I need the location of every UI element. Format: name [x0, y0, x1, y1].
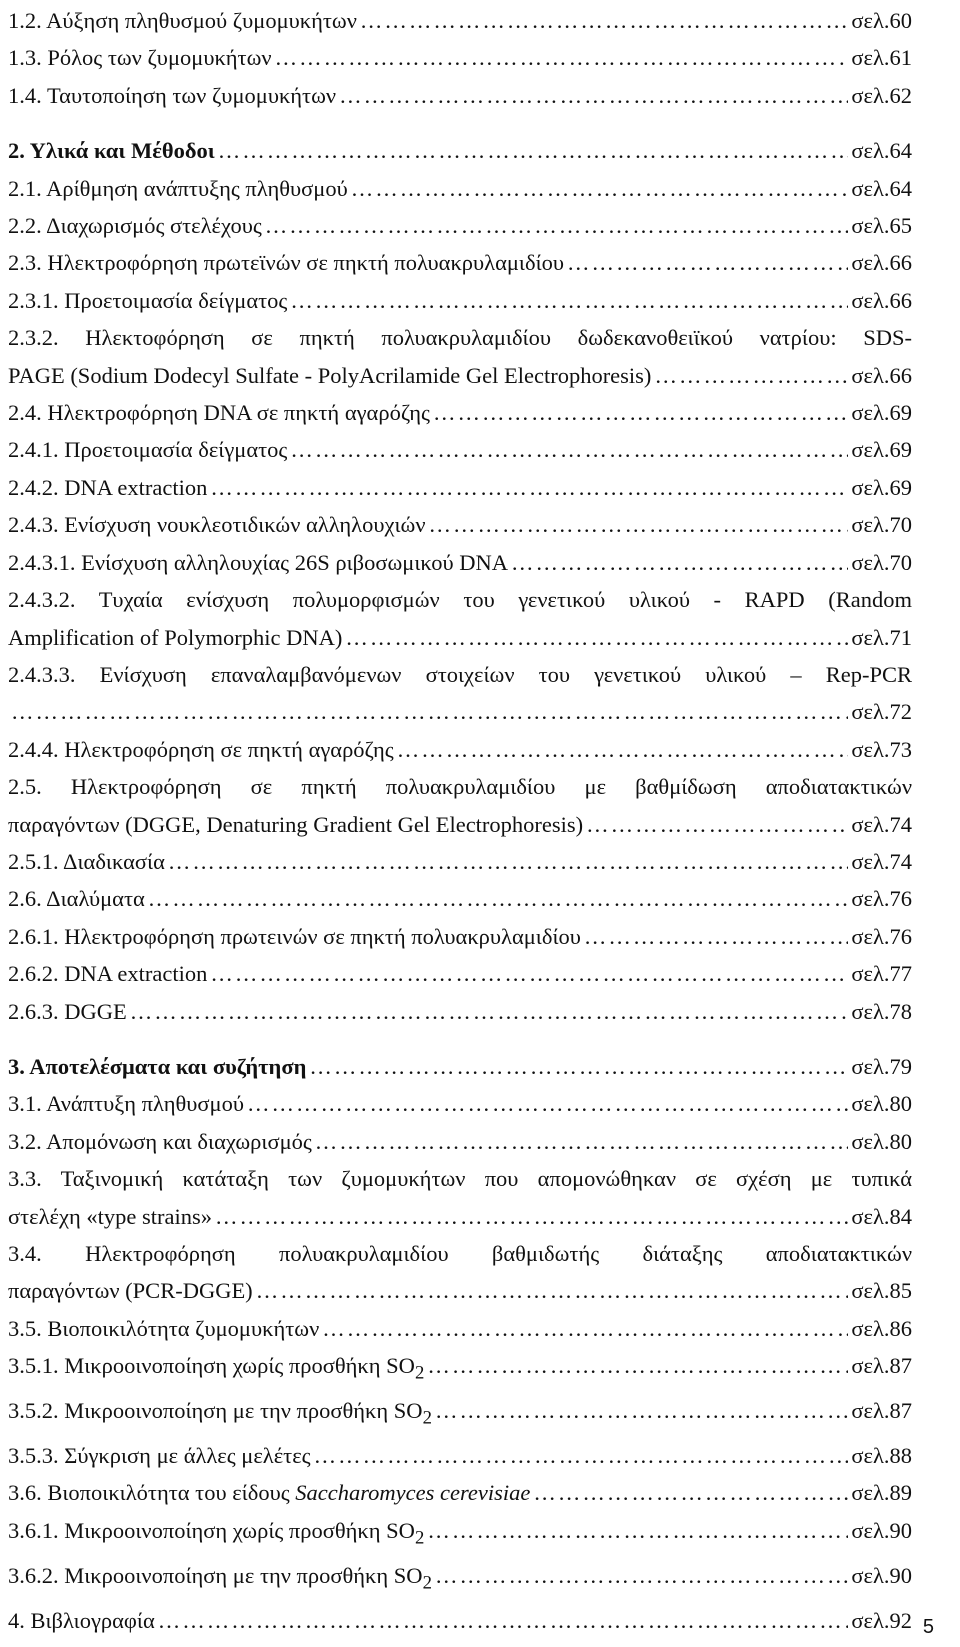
toc-entry-title-line2: PAGE (Sodium Dodecyl Sulfate - PolyAcrilamide Gel Electrophoresis)	[8, 362, 652, 388]
toc-section-3	[8, 1048, 912, 1085]
toc-entry-page: σελ.69	[851, 400, 912, 426]
toc-entry-page: σελ.90	[851, 1517, 912, 1543]
dot-leader	[148, 880, 849, 917]
toc-entry-title: 2.1. Αρίθμηση ανάπτυξης πληθυσμού	[8, 175, 348, 201]
toc-entry-page: σελ.69	[851, 437, 912, 463]
dot-leader	[210, 469, 848, 506]
toc-entry-2-6	[8, 880, 912, 917]
toc-entry-page: σελ.84	[851, 1203, 912, 1229]
toc-entry-page: σελ.87	[851, 1353, 912, 1379]
dot-leader	[435, 1392, 848, 1429]
page-number: 5	[922, 1616, 934, 1638]
toc-entry-title: 3.6.2. Μικροοινοποίηση με την προσθήκη $SO_2$	[8, 1562, 432, 1594]
dot-leader	[218, 132, 849, 169]
toc-entry-page: σελ.80	[851, 1128, 912, 1154]
toc-entry-2-1	[8, 170, 912, 207]
toc-entry-title: 2. Υλικά και Μέθοδοι	[8, 138, 215, 164]
toc-entry-title: 2.3. Ηλεκτροφόρηση πρωτεϊνών σε πηκτή πολυακρυλαμιδίου	[8, 250, 565, 276]
toc-entry-page: σελ.90	[851, 1562, 912, 1588]
toc-entry-2-4-3-1	[8, 544, 912, 581]
toc-entry-page: σελ.71	[851, 624, 912, 650]
dot-leader	[339, 77, 848, 114]
toc-entry-page: σελ.89	[851, 1480, 912, 1506]
toc-entry-page: σελ.66	[851, 250, 912, 276]
toc-entry-title: 2.2. Διαχωρισμός στελέχους	[8, 213, 262, 239]
toc-entry-1-4	[8, 77, 912, 114]
toc-entry-3-5-1	[8, 1347, 912, 1392]
toc-entry-2-3	[8, 244, 912, 281]
dot-leader	[654, 357, 848, 394]
toc-entry-page: σελ.73	[851, 736, 912, 762]
toc-entry-title-line2: Amplification of Polymorphic DNA)	[8, 624, 343, 650]
toc-entry-title: 3.2. Απομόνωση και διαχωρισμός	[8, 1128, 312, 1154]
toc-entry-title-line2: στελέχη «type strains»	[8, 1203, 212, 1229]
dot-leader	[215, 1198, 848, 1235]
toc-entry-page: σελ.76	[851, 923, 912, 949]
toc-entry-title-line1: 2.4.3.2. Τυχαία ενίσχυση πολυμορφισμών του γενετικού υλικού - RAPD (Random	[8, 587, 912, 613]
toc-entry-title-line1: 3.3. Ταξινομική κατάταξη των ζυμομυκήτων που απομονώθηκαν σε σχέση με τυπικά	[8, 1166, 912, 1192]
toc-entry-2-6-1	[8, 918, 912, 955]
toc-entry-title-line1: 2.5. Ηλεκτροφόρηση σε πηκτή πολυακρυλαμιδίου με βαθμίδωση αποδιατακτικών	[8, 774, 912, 800]
toc-entry-page: σελ.92	[851, 1607, 912, 1633]
toc-entry-title: 3. Αποτελέσματα και συζήτηση	[8, 1053, 307, 1079]
toc-entry-page: σελ.88	[851, 1443, 912, 1469]
dot-leader	[567, 244, 848, 281]
dot-leader	[168, 843, 849, 880]
toc-entry-3-3	[8, 1160, 912, 1235]
toc-entry-title: 1.2. Αύξηση πληθυσμού ζυμομυκήτων	[8, 8, 357, 33]
toc-entry-title: 2.4.3. Ενίσχυση νουκλεοτιδικών αλληλουχιών	[8, 512, 426, 538]
toc-entry-title: 2.4.2. DNA extraction	[8, 474, 208, 500]
toc-entry-2-6-3	[8, 993, 912, 1030]
toc-entry-page: σελ.66	[851, 287, 912, 313]
toc-entry-title: 2.4.4. Ηλεκτροφόρηση σε πηκτή αγαρόζης	[8, 736, 394, 762]
toc-entry-title-line1: 2.3.2. Ηλεκτοφόρηση σε πηκτή πολυακρυλαμιδίου δωδεκανοθειϊκού νατρίου: SDS-	[8, 325, 912, 351]
toc-entry-title: 3.5.1. Μικροοινοποίηση χωρίς προσθήκη $SO_2$	[8, 1353, 425, 1384]
toc-entry-title-line1: 3.4. Ηλεκτροφόρηση πολυακρυλαμιδίου βαθμιδωτής διάταξης αποδιατακτικών	[8, 1241, 912, 1266]
dot-leader	[158, 1602, 849, 1639]
dot-leader	[435, 1557, 848, 1594]
toc-entry-title: 3.5.3. Σύγκριση με άλλες μελέτες	[8, 1443, 311, 1469]
toc-entry-3-5	[8, 1310, 912, 1347]
toc-entry-2-4-2	[8, 469, 912, 506]
toc-entry-3-1	[8, 1085, 912, 1122]
dot-leader	[433, 394, 848, 431]
toc-entry-page: σελ.80	[851, 1091, 912, 1117]
dot-leader	[290, 431, 848, 468]
toc-entry-page: σελ.66	[851, 362, 912, 388]
toc-entry-page: σελ.77	[851, 961, 912, 987]
toc-entry-title: 2.5.1. Διαδικασία	[8, 848, 165, 874]
dot-leader	[11, 693, 848, 730]
toc-entry-title: 2.4. Ηλεκτροφόρηση DNA σε πηκτή αγαρόζης	[8, 400, 430, 426]
dot-leader	[586, 806, 848, 843]
toc-entry-2-4-3-3	[8, 656, 912, 731]
toc-entry-2-4	[8, 394, 912, 431]
dot-leader	[429, 506, 849, 543]
toc-entry-title: 3.5. Βιοποικιλότητα ζυμομυκήτων	[8, 1315, 320, 1341]
dot-leader	[315, 1123, 849, 1160]
toc-entry-page: σελ.76	[851, 886, 912, 912]
toc-entry-page: σελ.72	[851, 699, 912, 725]
dot-leader	[351, 170, 849, 207]
dot-leader	[314, 1437, 849, 1474]
toc-entry-title: 3.6.1. Μικροοινοποίηση χωρίς προσθήκη $SO_2$	[8, 1517, 425, 1549]
toc-entry-3-2	[8, 1123, 912, 1160]
toc-entry-3-6-2	[8, 1557, 912, 1602]
toc-entry-4	[8, 1602, 912, 1639]
toc-entry-title: 2.6.1. Ηλεκτροφόρηση πρωτεινών σε πηκτή πολυακρυλαμιδίου	[8, 923, 581, 949]
toc-entry-3-5-3	[8, 1437, 912, 1474]
toc-entry-title: 4. Βιβλιογραφία	[8, 1607, 155, 1633]
toc-entry-2-4-1	[8, 431, 912, 468]
toc-entry-page: σελ.61	[851, 45, 912, 71]
toc-entry-page: σελ.86	[851, 1315, 912, 1341]
dot-leader	[275, 39, 849, 76]
toc-entry-page: σελ.85	[851, 1278, 912, 1304]
toc-entry-3-6-1	[8, 1512, 912, 1557]
toc-entry-title: 3.1. Ανάπτυξη πληθυσμού	[8, 1091, 244, 1117]
toc-entry-2-4-4	[8, 731, 912, 768]
toc-entry-title: 1.4. Ταυτοποίηση των ζυμομυκήτων	[8, 82, 337, 108]
dot-leader	[533, 1474, 848, 1511]
toc-entry-title: 2.6.3. DGGE	[8, 998, 127, 1024]
dot-leader	[427, 1347, 848, 1384]
toc-entry-title: 2.4.1. Προετοιμασία δείγματος	[8, 437, 288, 463]
toc-entry-page: σελ.62	[851, 82, 912, 108]
toc-entry-2-6-2	[8, 955, 912, 992]
dot-leader	[427, 1512, 848, 1549]
toc-entry-title-line2: παραγόντων (PCR-DGGE)	[8, 1278, 253, 1304]
dot-leader	[256, 1272, 849, 1309]
toc-entry-2-5-1	[8, 843, 912, 880]
toc-entry-page: σελ.65	[851, 213, 912, 239]
toc-entry-2-4-3	[8, 506, 912, 543]
toc-entry-page: σελ.78	[851, 998, 912, 1024]
toc-entry-page: σελ.70	[851, 512, 912, 538]
dot-leader	[345, 619, 848, 656]
toc-entry-page: σελ.79	[851, 1053, 912, 1079]
toc-entry-page: σελ.60	[851, 8, 912, 33]
toc-entry-2-3-2	[8, 319, 912, 394]
toc-entry-2-5	[8, 768, 912, 843]
toc-entry-1-2	[8, 2, 912, 39]
toc-entry-title: 2.6.2. DNA extraction	[8, 961, 208, 987]
toc-entry-2-4-3-2	[8, 581, 912, 656]
dot-leader	[322, 1310, 848, 1347]
dot-leader	[511, 544, 848, 581]
toc-entry-page: σελ.70	[851, 549, 912, 575]
toc-entry-3-6	[8, 1474, 912, 1511]
toc-section-2	[8, 132, 912, 169]
dot-leader	[360, 2, 848, 39]
toc-entry-page: σελ.74	[851, 811, 912, 837]
toc-entry-title: 2.4.3.1. Ενίσχυση αλληλουχίας 26S ριβοσωμικού DNA	[8, 549, 508, 575]
toc-entry-2-2	[8, 207, 912, 244]
toc-entry-3-5-2	[8, 1392, 912, 1437]
toc-entry-page: σελ.69	[851, 474, 912, 500]
dot-leader	[247, 1085, 848, 1122]
toc-entry-page: σελ.74	[851, 848, 912, 874]
toc-entry-page: σελ.87	[851, 1398, 912, 1424]
dot-leader	[210, 955, 848, 992]
toc-entry-title: 3.5.2. Μικροοινοποίηση με την προσθήκη $SO_2$	[8, 1398, 432, 1429]
dot-leader	[265, 207, 849, 244]
dot-leader	[290, 282, 848, 319]
dot-leader	[130, 993, 849, 1030]
toc-entry-title-line1: 2.4.3.3. Ενίσχυση επαναλαμβανόμενων στοιχείων του γενετικού υλικού – Rep-PCR	[8, 661, 912, 687]
toc-entry-2-3-1	[8, 282, 912, 319]
toc-entry-title: 3.6. Βιοποικιλότητα του είδους Saccharomyces cerevisiae	[8, 1480, 531, 1506]
toc-entry-title-line2: παραγόντων (DGGE, Denaturing Gradient Gel Electrophoresis)	[8, 811, 584, 837]
toc-entry-title: 2.3.1. Προετοιμασία δείγματος	[8, 287, 288, 313]
dot-leader	[584, 918, 848, 955]
table-of-contents	[8, 2, 912, 1639]
dot-leader	[397, 731, 849, 768]
toc-entry-title: 1.3. Ρόλος των ζυμομυκήτων	[8, 45, 272, 71]
toc-entry-3-4	[8, 1235, 912, 1310]
toc-entry-page: σελ.64	[851, 138, 912, 164]
toc-entry-1-3	[8, 39, 912, 76]
toc-entry-page: σελ.64	[851, 175, 912, 201]
toc-entry-title: 2.6. Διαλύματα	[8, 886, 145, 912]
dot-leader	[309, 1048, 848, 1085]
